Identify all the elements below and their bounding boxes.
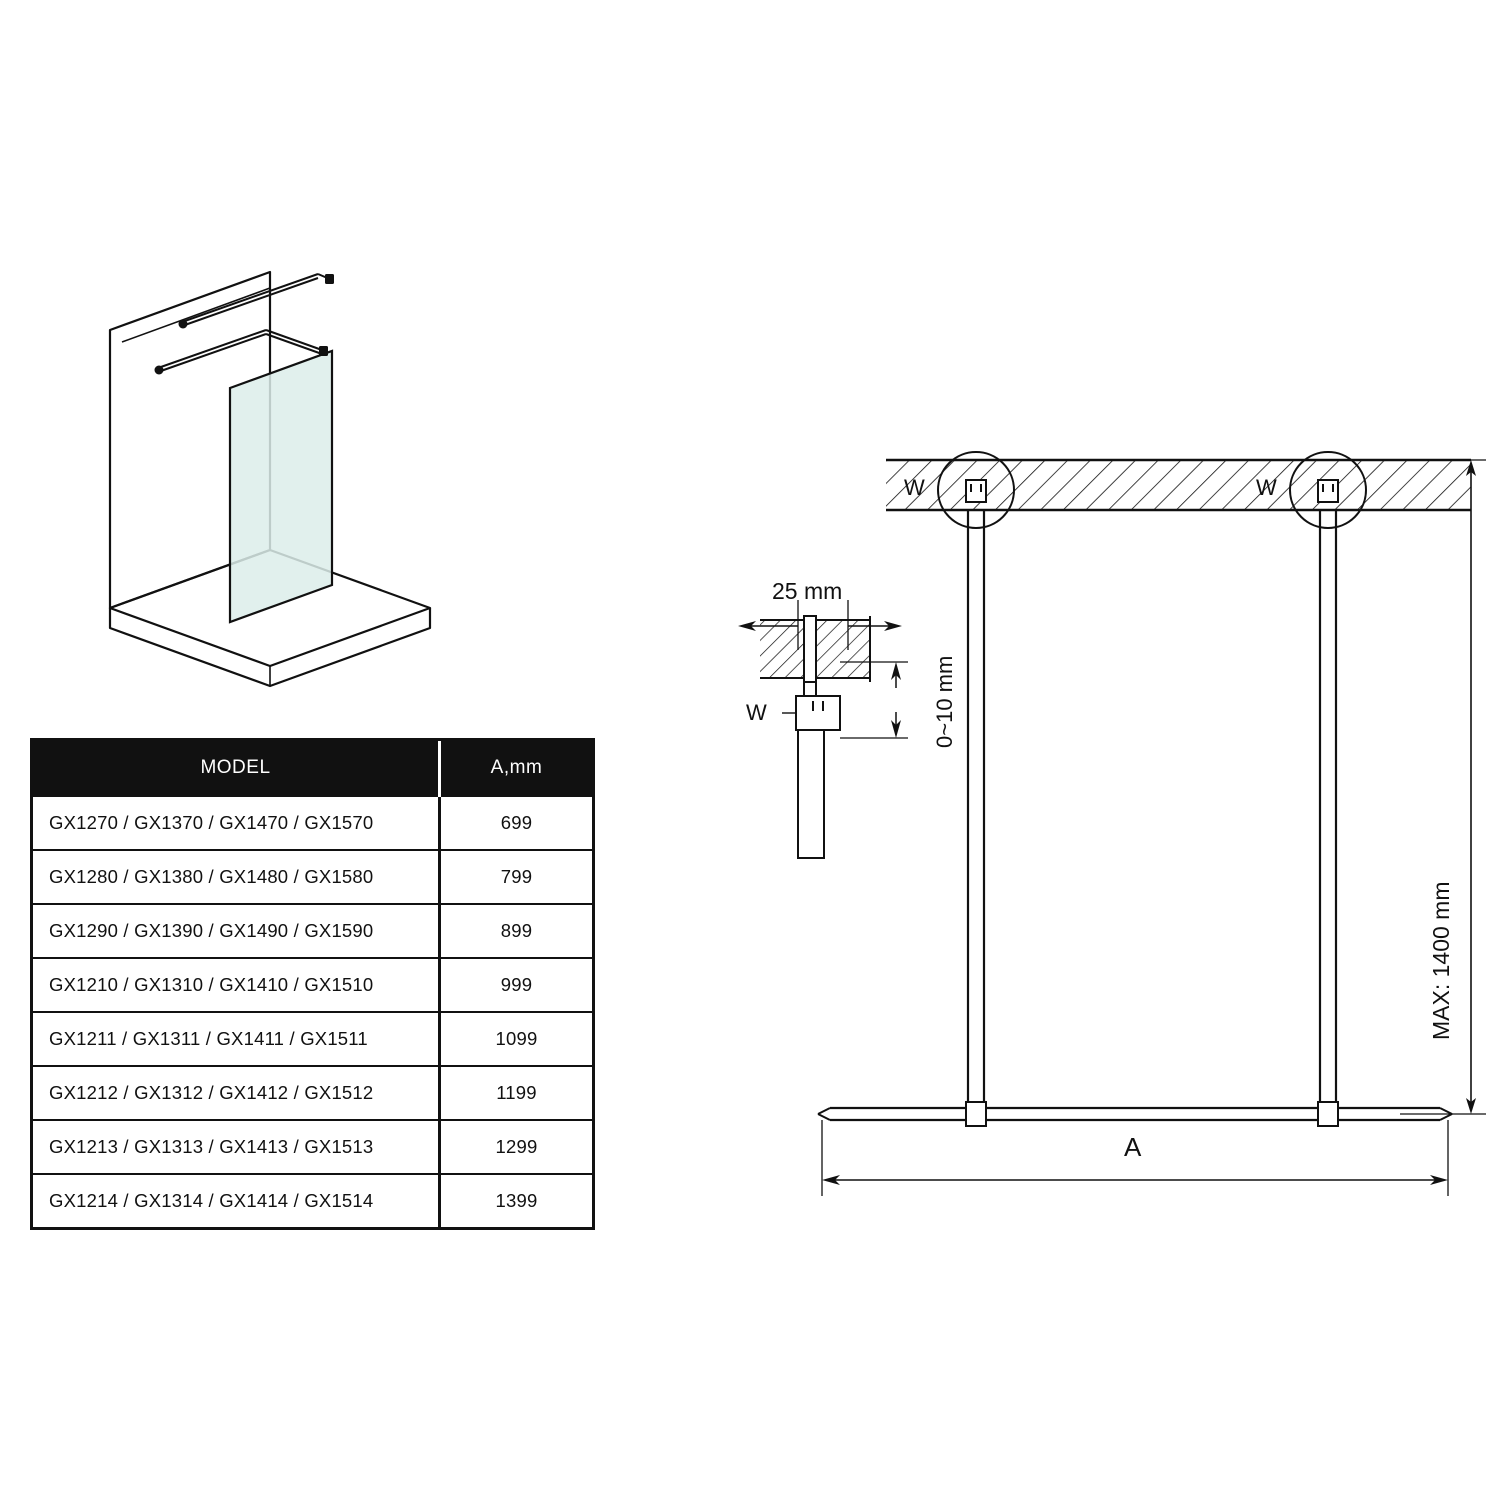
cell-model: GX1211 / GX1311 / GX1411 / GX1511 <box>33 1012 439 1066</box>
isometric-view <box>70 250 490 690</box>
label-0-10mm: 0~10 mm <box>932 655 957 748</box>
technical-drawing <box>700 420 1490 1250</box>
cell-model: GX1213 / GX1313 / GX1413 / GX1513 <box>33 1120 439 1174</box>
cell-model: GX1280 / GX1380 / GX1480 / GX1580 <box>33 850 439 904</box>
cell-a: 899 <box>439 904 592 958</box>
table-row <box>33 1012 592 1066</box>
table-header-model: MODEL <box>33 741 439 796</box>
label-w-top-left: W <box>904 475 925 500</box>
table-row <box>33 904 592 958</box>
horizontal-bar <box>818 1102 1452 1126</box>
label-w-detail: W <box>746 700 767 725</box>
table-body <box>33 796 592 1227</box>
cell-a: 1299 <box>439 1120 592 1174</box>
cell-model: GX1290 / GX1390 / GX1490 / GX1590 <box>33 904 439 958</box>
label-w-top-right: W <box>1256 475 1277 500</box>
table-header-row <box>33 741 592 796</box>
detail-view <box>738 600 908 858</box>
cell-a: 799 <box>439 850 592 904</box>
technical-svg <box>700 420 1490 1250</box>
vertical-bars <box>968 510 1336 1112</box>
isometric-svg <box>70 250 490 690</box>
cell-a: 1399 <box>439 1174 592 1227</box>
table-row <box>33 1066 592 1120</box>
label-25mm: 25 mm <box>772 578 843 604</box>
label-max-height: MAX: 1400 mm <box>1428 881 1454 1040</box>
model-table-container <box>30 738 595 1230</box>
cell-a: 1199 <box>439 1066 592 1120</box>
table-row <box>33 1120 592 1174</box>
table-header-a: A,mm <box>439 741 592 796</box>
cell-model: GX1210 / GX1310 / GX1410 / GX1510 <box>33 958 439 1012</box>
table-row <box>33 958 592 1012</box>
cell-model: GX1212 / GX1312 / GX1412 / GX1512 <box>33 1066 439 1120</box>
cell-model: GX1270 / GX1370 / GX1470 / GX1570 <box>33 796 439 850</box>
cell-a: 999 <box>439 958 592 1012</box>
table-row <box>33 1174 592 1227</box>
cell-model: GX1214 / GX1314 / GX1414 / GX1514 <box>33 1174 439 1227</box>
cell-a: 1099 <box>439 1012 592 1066</box>
label-width-a: A <box>1124 1132 1142 1162</box>
glass-panel <box>230 351 332 622</box>
model-table <box>33 741 592 1227</box>
cell-a: 699 <box>439 796 592 850</box>
table-row <box>33 796 592 850</box>
table-row <box>33 850 592 904</box>
